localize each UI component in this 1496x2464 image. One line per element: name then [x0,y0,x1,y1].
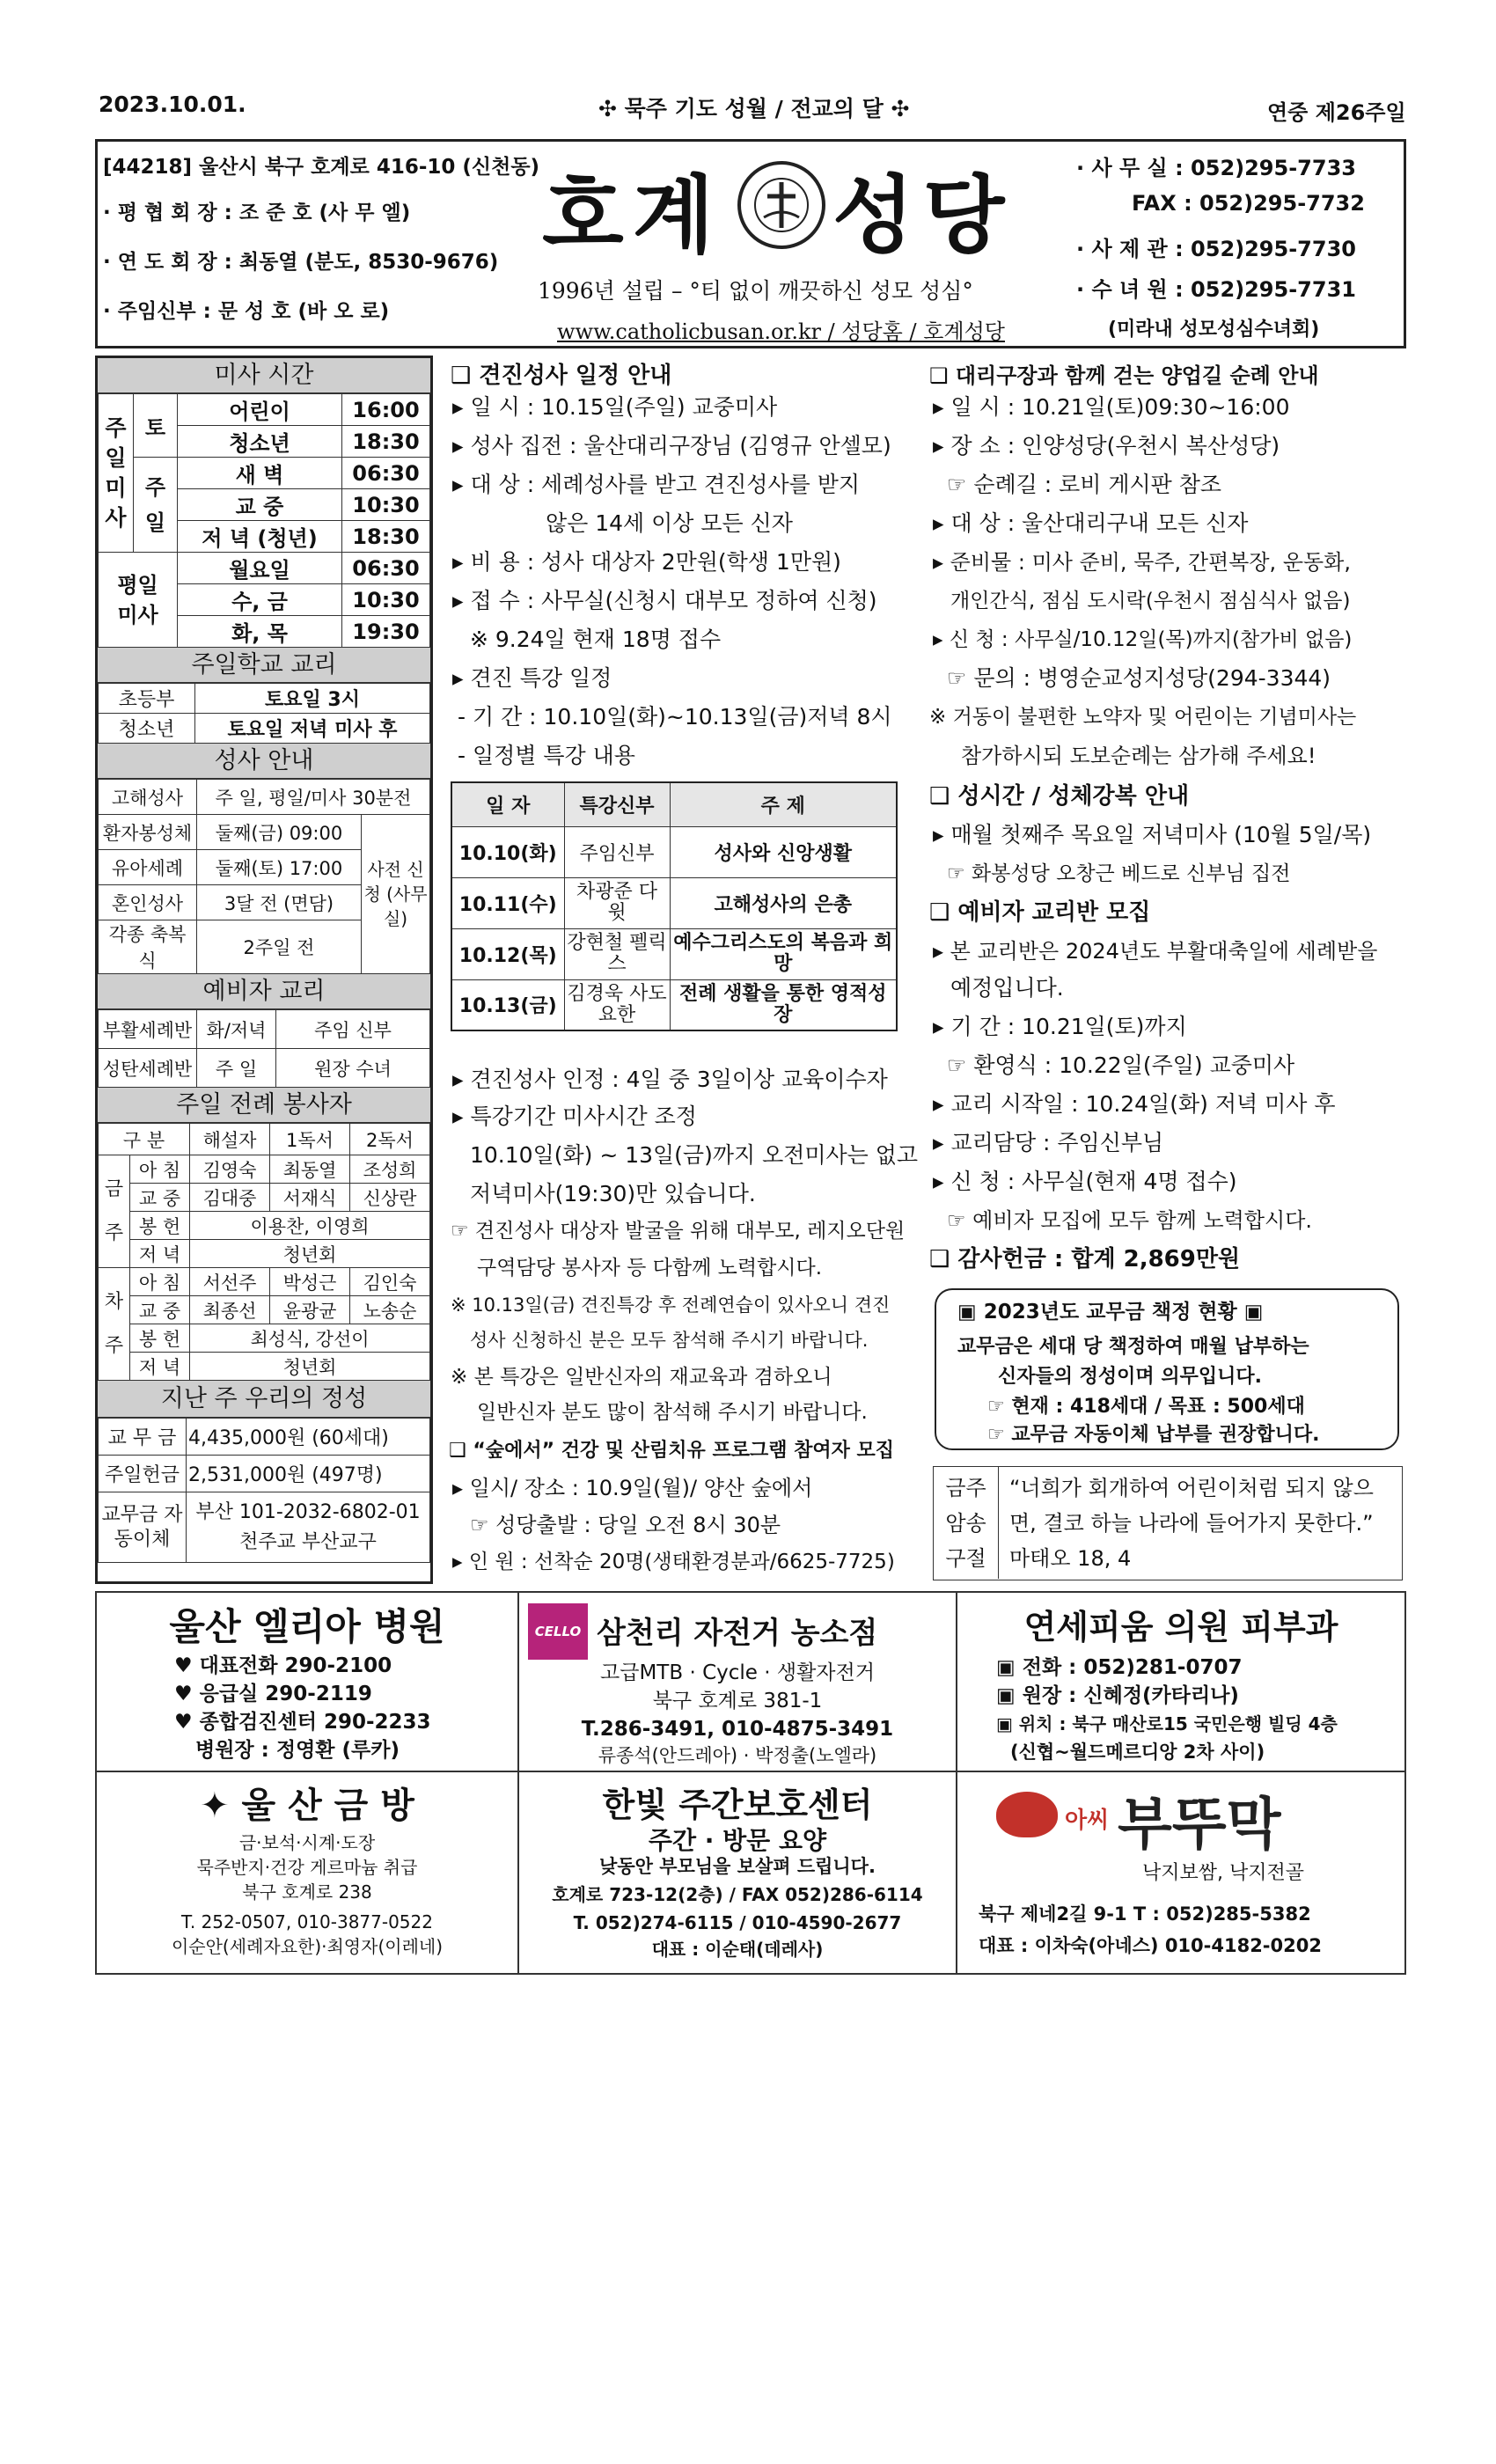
catechumen-recruit-line: ☞ 예비자 모집에 모두 함께 노력합시다. [947,1208,1313,1233]
ad-line: 북구 제네2길 9-1 T : 052)285-5382 [979,1903,1311,1925]
mass-time: 19:30 [342,616,430,648]
lecture-topic: 고해성사의 은총 [670,877,897,928]
sacrament-detail: 3달 전 (면담) [197,885,362,920]
ad-line: ♥ 응급실 290-2119 [174,1683,372,1705]
catechumen-recruit-line: ▸ 교리 시작일 : 10.24일(화) 저녁 미사 후 [933,1091,1336,1117]
ad-line: 낮동안 부모님을 보살펴 드립니다. [599,1856,876,1877]
holy-hour-line: ▸ 매월 첫째주 목요일 저녁미사 (10월 5일/목) [933,822,1372,847]
ad-line: 대표 : 이순태(데레사) [651,1939,824,1960]
catechumen-recruit-line: ▸ 신 청 : 사무실(현재 4명 접수) [933,1169,1237,1194]
liturgy-person: 최성식, 강선이 [190,1324,430,1353]
liturgy-person: 김영숙 [190,1155,270,1184]
sunday-school-table [98,683,430,744]
sacrament-advance-apply: 사전 신청 (사무실) [362,815,430,974]
ad-hanbit-daycare [519,1772,956,1973]
confirmation-note: ▸ 특강기간 미사시간 조정 [452,1104,697,1129]
mass-time: 10:30 [342,489,430,521]
middle-column [447,356,919,1584]
liturgy-person: 청년회 [190,1240,430,1268]
offering-title: 지난 주 우리의 정성 [98,1381,430,1418]
sacrament-name: 고해성사 [99,780,197,815]
confirmation-note: 성사 신청하신 분은 모두 참석해 주시기 바랍니다. [470,1330,869,1351]
sacrament-detail: 2주일 전 [197,920,362,974]
lecture-table [451,781,898,1031]
tithe-title: ▣ 2023년도 교무금 책정 현황 ▣ [957,1301,1264,1324]
verse-text: “너희가 회개하여 어린이처럼 되지 않으면, 결코 하늘 나라에 들어가지 못한다.” 마태오 18, 4 [1009,1476,1374,1571]
title-right: 성당 [832,165,1014,265]
school-group: 초등부 [99,684,195,714]
mass-times-table [98,393,430,648]
office-phone: · 사 무 실 : 052)295-7733 [1076,156,1356,180]
verse-label: 금주 암송 구절 [934,1467,999,1579]
council-president: · 평 협 회 장 : 조 준 호 (사 무 엘) [103,202,411,224]
lecture-topic: 성사와 신앙생활 [670,826,897,877]
liturgy-slot: 저 녁 [130,1353,190,1381]
catechumen-recruit-line: ▸ 교리담당 : 주임신부님 [933,1130,1164,1155]
mass-name: 청소년 [178,426,342,458]
convent-name: (미라내 성모성심수녀회) [1108,319,1320,341]
ad-ulsan-jewelry [97,1772,517,1973]
mass-times-title: 미사 시간 [98,358,430,393]
ad-line: ♥ 대표전화 290-2100 [174,1654,392,1677]
mass-name: 교 중 [178,489,342,521]
ad-title: 울산 엘리아 병원 [169,1605,445,1648]
mass-time: 16:00 [342,394,430,426]
convent-phone: · 수 녀 원 : 052)295-7731 [1076,277,1356,302]
ad-line: 묵주반지·건강 게르마늄 취급 [196,1857,418,1878]
liturgy-head: 1독서 [270,1124,350,1155]
liturgy-person: 김인숙 [350,1268,430,1296]
ad-title: 연세피움 의원 피부과 [1023,1608,1338,1646]
pilgrimage-line: ▸ 일 시 : 10.21일(토)09:30~16:00 [933,394,1290,420]
confirmation-note: ☞ 견진성사 대상자 발굴을 위해 대부모, 레지오단원 [451,1220,906,1243]
sunday-mass-label: 주 일 미 사 [99,394,134,553]
pilgrimage-line: ☞ 순례길 : 로비 게시판 참조 [947,472,1222,497]
catechumen-recruit-line: ▸ 기 간 : 10.21일(토)까지 [933,1014,1187,1039]
tithe-line: 신자들의 정성이며 의무입니다. [998,1366,1262,1388]
sacrament-detail: 주 일, 평일/미사 30분전 [197,780,430,815]
catechumen-recruit-title: ❑ 예비자 교리반 모집 [929,899,1151,926]
holy-hour-title: ❑ 성시간 / 성체강복 안내 [929,783,1190,810]
parish-address: [44218] 울산시 북구 호계로 416-10 (신천동) [103,156,540,179]
school-time: 토요일 저녁 미사 후 [195,714,430,744]
offering-amount: 4,435,000원 (60세대) [187,1419,430,1456]
parish-seal-icon [737,161,825,249]
pilgrimage-line: ▸ 대 상 : 울산대리구내 모든 신자 [933,510,1249,536]
mass-name: 화, 목 [178,616,342,648]
ad-logo-text: 아씨 [1065,1808,1110,1834]
confirmation-note: 일반신자 분도 많이 참석해 주시기 바랍니다. [477,1401,868,1424]
mass-time: 18:30 [342,521,430,553]
ad-bubumak-restaurant [957,1772,1404,1973]
sacrament-detail: 둘째(금) 09:00 [197,815,362,850]
website-link[interactable]: www.catholicbusan.or.kr / 성당홈 / 호계성당 [557,319,1005,344]
mass-name: 어린이 [178,394,342,426]
autopay-account: 부산 101-2032-6802-01 [195,1500,421,1523]
pilgrimage-line: ※ 거동이 불편한 노약자 및 어린이는 기념미사는 [929,706,1357,729]
liturgy-person: 서재식 [270,1184,350,1212]
lecture-date: 10.11(수) [451,877,564,928]
ad-line: 북구 호계로 381-1 [652,1690,823,1712]
ad-title: 한빛 주간보호센터 [602,1786,873,1824]
ad-line: T. 252-0507, 010-3877-0522 [181,1911,433,1932]
liturgy-person: 이용찬, 이영희 [190,1212,430,1240]
forest-program-title: ❑ “숲에서” 건강 및 산림치유 프로그램 참여자 모집 [449,1440,895,1462]
mass-time: 10:30 [342,584,430,616]
liturgy-head: 구 분 [99,1124,190,1155]
ad-line: 대표 : 이차숙(아네스) 010-4182-0202 [979,1935,1322,1956]
offering-table [98,1418,430,1563]
forest-program-line: ▸ 일시/ 장소 : 10.9일(월)/ 양산 숲에서 [452,1476,813,1500]
liturgy-person: 조성희 [350,1155,430,1184]
cello-logo: CELLO [528,1603,588,1660]
rectory-phone: · 사 제 관 : 052)295-7730 [1076,237,1356,261]
sacrament-name: 혼인성사 [99,885,197,920]
lecture-date: 10.13(금) [451,979,564,1030]
saturday-label: 토 [134,394,178,458]
ad-line: ▣ 원장 : 신혜정(카타리나) [996,1684,1239,1707]
liturgy-person: 청년회 [190,1353,430,1381]
confirmation-line: 않은 14세 이상 모든 신자 [546,510,793,536]
liturgy-person: 최동열 [270,1155,350,1184]
confirmation-note: 10.10일(화) ~ 13일(금)까지 오전미사는 없고 [470,1142,919,1168]
mass-name: 수, 금 [178,584,342,616]
liturgy-slot: 봉 헌 [130,1212,190,1240]
ad-line: (신협~월드메르디앙 2차 사이) [1010,1742,1265,1763]
liturgy-slot: 교 중 [130,1296,190,1324]
mass-time: 06:30 [342,553,430,584]
pastor: · 주임신부 : 문 성 호 (바 오 로) [103,300,390,323]
tithe-line: ☞ 현재 : 418세대 / 목표 : 500세대 [987,1396,1305,1418]
confirmation-note: 저녁미사(19:30)만 있습니다. [470,1181,756,1206]
offering-label: 주일헌금 [99,1456,187,1492]
forest-program-line: ▸ 인 원 : 선착순 20명(생태환경분과/6625-7725) [452,1551,895,1573]
liturgy-slot: 저 녁 [130,1240,190,1268]
sacrament-name: 각종 축복식 [99,920,197,974]
ads-area [95,1591,1406,1975]
catechumen-time: 주 일 [197,1049,276,1088]
ad-yonsei-pium-clinic [957,1593,1404,1771]
pilgrimage-line: ▸ 신 청 : 사무실/10.12일(목)까지(참가비 없음) [933,628,1353,651]
confirmation-note: ※ 10.13일(금) 견진특강 후 전례연습이 있사오니 견진 [451,1294,891,1316]
confirmation-line: ▸ 비 용 : 성사 대상자 2만원(학생 1만원) [452,549,841,575]
liturgy-slot: 교 중 [130,1184,190,1212]
forest-program-line: ☞ 성당출발 : 당일 오전 8시 30분 [470,1513,781,1537]
ad-line: 류종석(안드레아) · 박정출(노엘라) [598,1745,877,1766]
mass-time: 18:30 [342,426,430,458]
lecture-priest: 주임신부 [564,826,670,877]
confirmation-note: ※ 본 특강은 일반신자의 재교육과 겸하오니 [451,1366,832,1389]
title-left: 호계 [542,165,723,265]
lecture-date: 10.10(화) [451,826,564,877]
autopay-bank: 천주교 부산교구 [239,1530,377,1553]
tithe-line: 교무금은 세대 당 책정하여 매월 납부하는 [957,1336,1309,1358]
catechumen-class: 성탄세례반 [99,1049,197,1088]
liturgy-slot: 아 침 [130,1268,190,1296]
catechumen-teacher: 원장 수녀 [276,1049,430,1088]
ad-line: 고급MTB · Cycle · 생활자전거 [600,1661,875,1684]
ad-title: 부뚜막 [1118,1792,1281,1858]
holy-hour-line: ☞ 화봉성당 오창근 베드로 신부님 집전 [947,862,1291,885]
lecture-priest: 차광준 다 윗 [564,877,670,928]
confirmation-line: - 일정별 특강 내용 [458,743,635,768]
sacrament-table [98,779,430,974]
liturgy-head: 2독서 [350,1124,430,1155]
confirmation-note: ▸ 견진성사 인정 : 4일 중 3일이상 교육이수자 [452,1067,888,1092]
sunday-label: 주 일 [134,458,178,553]
next-week-label: 차 주 [99,1268,130,1381]
ad-elia-hospital [97,1593,517,1771]
lecture-date: 10.12(목) [451,928,564,979]
liturgy-slot: 봉 헌 [130,1324,190,1353]
catechumen-table [98,1009,430,1088]
liturgy-head: 해설자 [190,1124,270,1155]
liturgy-person: 박성근 [270,1268,350,1296]
prayer-leader: · 연 도 회 장 : 최동열 (분도, 8530-9676) [103,251,499,274]
lecture-topic: 예수그리스도의 복음과 희망 [670,928,897,979]
offering-amount: 2,531,000원 (497명) [187,1456,430,1492]
ad-line: T. 052)274-6115 / 010-4590-2677 [573,1912,902,1933]
liturgical-week: 연중 제26주일 [1267,100,1406,125]
pilgrimage-line: 참가하시되 도보순례는 삼가해 주세요! [961,744,1316,768]
monthly-theme: ✣ 묵주 기도 성월 / 전교의 달 ✣ [598,96,910,121]
liturgy-person: 노송순 [350,1296,430,1324]
sacrament-name: 환자봉성체 [99,815,197,850]
ad-samchully-bicycle [519,1593,956,1771]
issue-date: 2023.10.01. [99,92,246,117]
confirmation-line: ▸ 성사 집전 : 울산대리구장님 (김영규 안셀모) [452,433,891,458]
thanks-offering: ❑ 감사헌금 : 합계 2,869만원 [929,1246,1241,1272]
liturgy-table [98,1123,430,1381]
liturgy-slot: 아 침 [130,1155,190,1184]
catechumen-title: 예비자 교리 [98,974,430,1009]
confirmation-title: ❑ 견진성사 일정 안내 [451,363,672,389]
ad-title: ✦ 울 산 금 방 [200,1786,414,1826]
sunday-school-title: 주일학교 교리 [98,648,430,683]
confirmation-line: ▸ 접 수 : 사무실(신청시 대부모 정하여 신청) [452,588,877,613]
left-column [95,356,433,1584]
pilgrimage-line: ▸ 준비물 : 미사 준비, 묵주, 간편복장, 운동화, [933,550,1351,575]
ad-line: T.286-3491, 010-4875-3491 [581,1718,894,1741]
school-group: 청소년 [99,714,195,744]
ad-subtitle: 주간 · 방문 요양 [648,1826,827,1855]
liturgy-person: 김대중 [190,1184,270,1212]
catechumen-class: 부활세례반 [99,1010,197,1049]
lecture-table-wrap [451,781,898,1031]
liturgy-person: 신상란 [350,1184,430,1212]
verse-box [933,1466,1403,1580]
liturgy-person: 서선주 [190,1268,270,1296]
pilgrimage-line: ▸ 장 소 : 인양성당(우천시 복산성당) [933,433,1280,458]
right-column [928,356,1408,1584]
ad-title: 삼천리 자전거 농소점 [597,1616,878,1651]
weekday-mass-label: 평일 미사 [99,553,178,648]
school-time: 토요일 3시 [195,684,430,714]
catechumen-teacher: 주임 신부 [276,1010,430,1049]
mass-time: 06:30 [342,458,430,489]
pilgrimage-line: 개인간식, 점심 도시락(우천시 점심식사 없음) [950,590,1351,612]
lecture-head: 일 자 [451,782,564,826]
ad-line: 금·보석·시계·도장 [238,1832,376,1853]
pot-logo-icon [996,1792,1058,1837]
confirmation-line: ※ 9.24일 현재 18명 접수 [470,627,722,652]
ad-line: ▣ 전화 : 052)281-0707 [996,1656,1243,1679]
catechumen-recruit-line: ☞ 환영식 : 10.22일(주일) 교중미사 [947,1052,1295,1078]
autopay-label: 교무금 자동이체 [99,1492,187,1563]
offering-label: 교 무 금 [99,1419,187,1456]
lecture-priest: 김경욱 사도요한 [564,979,670,1030]
catechumen-recruit-line: ▸ 본 교리반은 2024년도 부활대축일에 세례받을 [933,939,1378,964]
lecture-head: 주 제 [670,782,897,826]
liturgy-person: 최종선 [190,1296,270,1324]
lecture-topic: 전례 생활을 통한 영적성장 [670,979,897,1030]
ad-line: ♥ 종합검진센터 290-2233 [174,1711,431,1734]
mass-name: 저 녁 (청년) [178,521,342,553]
founded-line: 1996년 설립 – °티 없이 깨끗하신 성모 성심° [538,278,973,304]
sacrament-name: 유아세례 [99,850,197,885]
this-week-label: 금 주 [99,1155,130,1268]
liturgy-person: 윤광균 [270,1296,350,1324]
ad-line: 이순안(세례자요한)·최영자(이레네) [171,1936,444,1957]
mass-name: 월요일 [178,553,342,584]
ad-line: ▣ 위치 : 북구 매산로15 국민은행 빌딩 4층 [996,1713,1338,1734]
ad-sub: 낙지보쌈, 낙지전골 [1142,1862,1305,1884]
liturgy-title: 주일 전례 봉사자 [98,1088,430,1123]
pilgrimage-title: ❑ 대리구장과 함께 걷는 양업길 순례 안내 [929,363,1319,388]
pilgrimage-line: ☞ 문의 : 병영순교성지성당(294-3344) [947,665,1331,691]
confirmation-line: ▸ 대 상 : 세례성사를 받고 견진성사를 받지 [452,472,861,497]
mass-name: 새 벽 [178,458,342,489]
catechumen-recruit-line: 예정입니다. [950,975,1064,1001]
confirmation-line: - 기 간 : 10.10일(화)~10.13일(금)저녁 8시 [458,704,892,730]
confirmation-line: ▸ 일 시 : 10.15일(주일) 교중미사 [452,394,778,420]
office-fax: FAX : 052)295-7732 [1132,191,1365,216]
ad-line: 호계로 723-12(2층) / FAX 052)286-6114 [552,1884,923,1905]
catechumen-time: 화/저녁 [197,1010,276,1049]
confirmation-note: 구역담당 봉사자 등 다함께 노력합시다. [477,1257,823,1280]
ad-line: 북구 호계로 238 [242,1881,372,1903]
ad-line: 병원장 : 정영환 (루카) [195,1739,400,1762]
header [95,139,1406,348]
lecture-priest: 강현철 펠릭스 [564,928,670,979]
confirmation-line: ▸ 견진 특강 일정 [452,665,612,691]
tithe-line: ☞ 교무금 자동이체 납부를 권장합니다. [987,1424,1320,1446]
sacrament-title: 성사 안내 [98,744,430,779]
tithe-box [935,1288,1399,1450]
lecture-head: 특강신부 [564,782,670,826]
sacrament-detail: 둘째(토) 17:00 [197,850,362,885]
